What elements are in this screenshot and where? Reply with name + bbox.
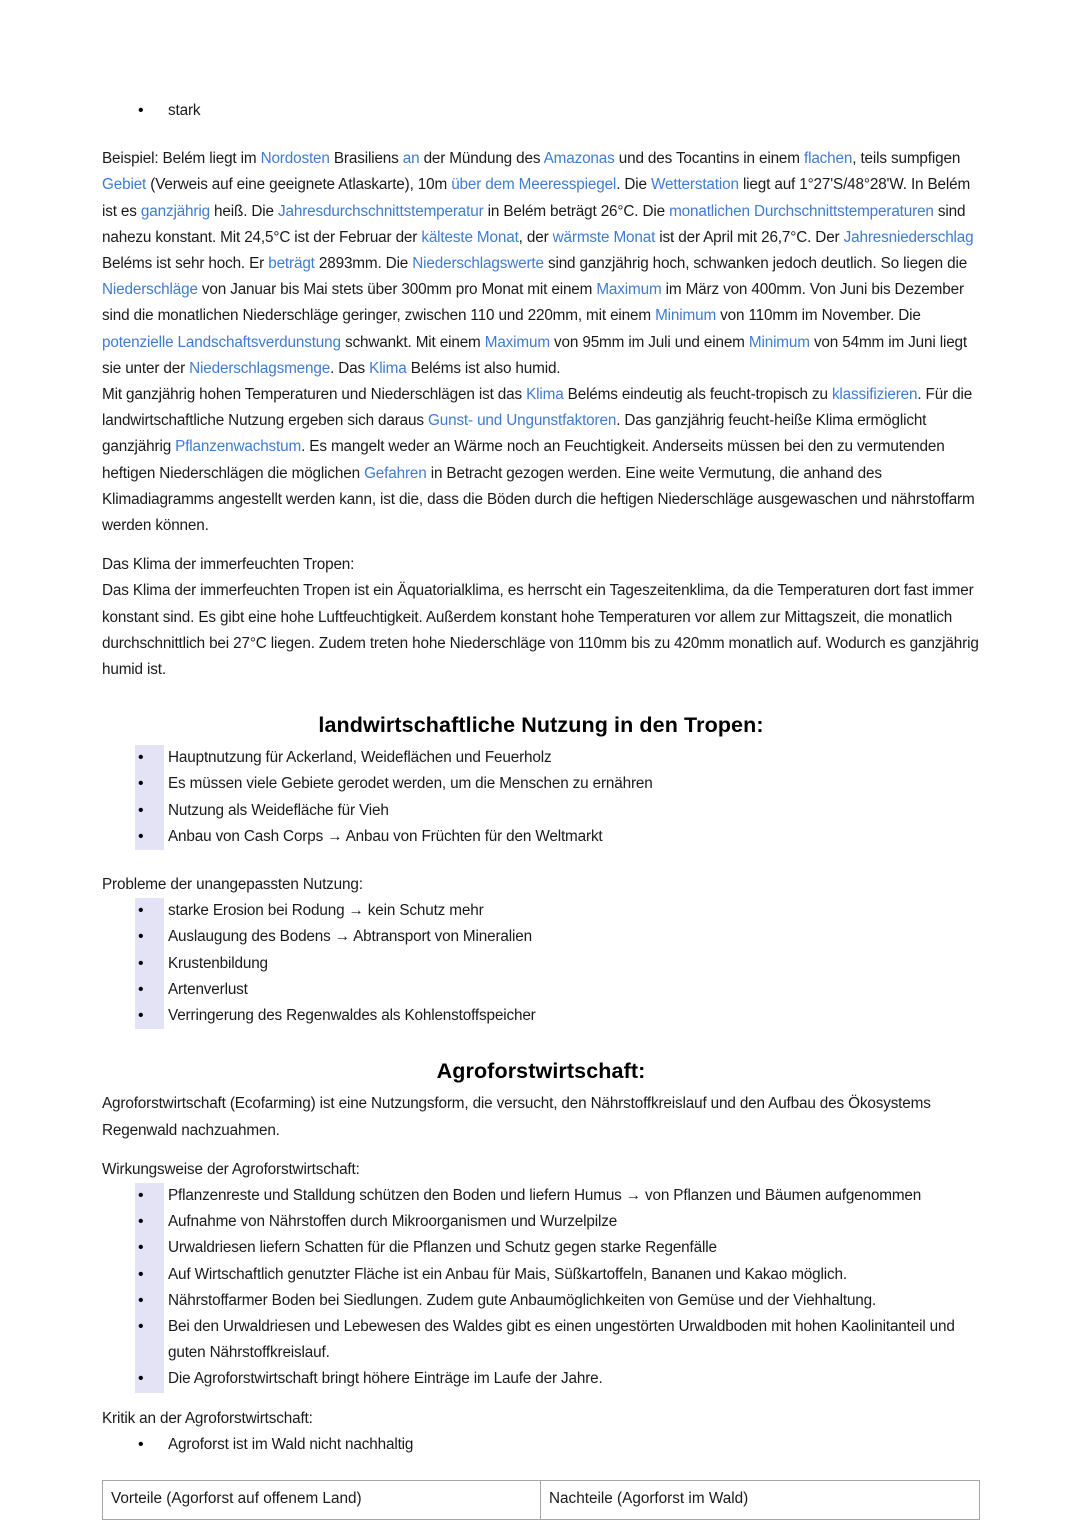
page-title-landwirtschaftliche-nutzung: landwirtschaftliche Nutzung in den Tropen: — [318, 713, 764, 738]
body-text-run: (Verweis auf eine geeignete Atlaskarte), 10m — [146, 176, 452, 194]
classification-paragraph — [102, 382, 980, 539]
list-item: • Die Agroforstwirtschaft bringt höhere Einträge im Laufe der Jahre. — [102, 1366, 980, 1392]
list-item: • Auslaugung des Bodens → Abtransport von Mineralien — [102, 924, 980, 950]
probleme-lead: Probleme der unangepassten Nutzung: — [102, 876, 363, 894]
highlighted-term: Jahresniederschlag — [843, 228, 974, 246]
highlighted-term: Klima — [526, 386, 564, 404]
list-item: • starke Erosion bei Rodung → kein Schutz mehr — [102, 898, 980, 924]
table-header-cell-nachteile: Nachteile (Agorforst im Wald) — [541, 1480, 980, 1519]
body-text-run: , der — [518, 228, 553, 246]
body-text-run: , teils sumpfigen — [852, 150, 961, 168]
body-text-run: sind nahezu konstant. Mit 24,5°C ist der Februar der — [102, 202, 966, 246]
document-body — [102, 98, 980, 1520]
body-text-run: in Betracht gezogen werden. Eine weite Vermutung, die anhand des Klimadiagramms angestellt werden kann, ist die, dass die Böden durch die heftigen Niederschläge ausgewaschen und nährstoffarm werden können. — [102, 464, 975, 535]
list-item: • Verringerung des Regenwaldes als Kohlenstoffspeicher — [102, 1003, 980, 1029]
page-title-agroforstwirtschaft: Agroforstwirtschaft: — [436, 1059, 646, 1084]
list-item: • Auf Wirtschaftlich genutzter Fläche ist ein Anbau für Mais, Süßkartoffeln, Bananen und Kakao möglich. — [102, 1262, 980, 1288]
comparison-table — [102, 1480, 980, 1520]
list-item: • Nährstoffarmer Boden bei Siedlungen. Zudem gute Anbaumöglichkeiten von Gemüse und der Viehhaltung. — [102, 1288, 980, 1314]
list-item: • stark — [102, 98, 980, 124]
highlighted-term: Minimum — [655, 307, 717, 325]
list-item: • Krustenbildung — [102, 951, 980, 977]
highlighted-term: Jahresdurchschnittstemperatur — [277, 202, 484, 220]
body-text-run: 2893mm. Die — [314, 255, 413, 273]
body-text-run: von Januar bis Mai stets über 300mm pro Monat mit einem — [197, 281, 597, 299]
highlighted-term: Wetterstation — [650, 176, 739, 194]
highlighted-term: kälteste Monat — [421, 228, 519, 246]
tropics-climate-lead: Das Klima der immerfeuchten Tropen: — [102, 556, 355, 574]
list-item: • Nutzung als Weidefläche für Vieh — [102, 798, 980, 824]
highlighted-term: Pflanzenwachstum — [175, 438, 302, 456]
highlighted-term: potenzielle Landschaftsverdunstung — [102, 333, 341, 351]
highlighted-term: an — [402, 150, 420, 168]
list-item: • Hauptnutzung für Ackerland, Weideflächen und Feuerholz — [102, 745, 980, 771]
wirkungsweise-bullet-list — [102, 1183, 980, 1393]
list-item: • Agroforst ist im Wald nicht nachhaltig — [102, 1432, 980, 1458]
highlighted-term: Minimum — [748, 333, 810, 351]
body-text-run: Mit ganzjährig hohen Temperaturen und Niederschlägen ist das — [102, 386, 527, 404]
body-text-run: . Das — [330, 359, 370, 377]
highlighted-term: Niederschlagswerte — [412, 255, 544, 273]
highlighted-term: Klima — [369, 359, 407, 377]
body-text-run: ist der April mit 26,7°C. Der — [655, 228, 844, 246]
highlighted-term: Maximum — [484, 333, 550, 351]
body-text-run: Beléms ist also humid. — [406, 359, 561, 377]
body-text-run: . Die — [616, 176, 651, 194]
kritik-bullet-list — [102, 1432, 980, 1458]
nutzung-bullet-list — [102, 745, 980, 850]
list-item: • Bei den Urwaldriesen und Lebewesen des Waldes gibt es einen ungestörten Urwaldboden mit hohen Kaolinitanteil und guten Nährstoffkreislauf. — [102, 1314, 980, 1366]
body-text-run: in Belém beträgt 26°C. Die — [483, 202, 670, 220]
highlighted-term: flachen — [803, 150, 853, 168]
highlighted-term: wärmste Monat — [552, 228, 656, 246]
highlighted-term: Amazonas — [543, 150, 615, 168]
body-text-run: Brasiliens — [329, 150, 403, 168]
body-text-run: schwankt. Mit einem — [340, 333, 485, 351]
list-item: • Artenverlust — [102, 977, 980, 1003]
list-item: • Aufnahme von Nährstoffen durch Mikroorganismen und Wurzelpilze — [102, 1209, 980, 1235]
body-text-run: liegt auf 1°27'S/48°28'W. In Belém ist es — [102, 176, 971, 220]
agroforst-intro-paragraph: Agroforstwirtschaft (Ecofarming) ist eine Nutzungsform, die versucht, den Nährstoffkreislauf und den Aufbau des Ökosystems Regenwald nachzuahmen. — [102, 1095, 931, 1139]
list-item: • Urwaldriesen liefern Schatten für die Pflanzen und Schutz gegen starke Regenfälle — [102, 1235, 980, 1261]
highlighted-term: Niederschläge — [102, 281, 198, 299]
kritik-lead: Kritik an der Agroforstwirtschaft: — [102, 1409, 313, 1427]
highlighted-term: beträgt — [268, 255, 315, 273]
highlighted-term: Nordosten — [260, 150, 330, 168]
highlighted-term: klassifizieren — [831, 386, 918, 404]
body-text-run: . Für die landwirtschaftliche Nutzung ergeben sich daraus — [102, 386, 973, 430]
probleme-bullet-list — [102, 898, 980, 1029]
body-text-run: Beléms eindeutig als feucht-tropisch zu — [563, 386, 832, 404]
body-text-run: . Es mangelt weder an Wärme noch an Feuchtigkeit. Anderseits müssen bei den zu vermutenden heftigen Niederschlägen die möglichen — [102, 438, 945, 482]
highlighted-term: Gunst- und Ungunstfaktoren — [427, 412, 617, 430]
body-text-run: im März von 400mm. Von Juni bis Dezember sind die monatlichen Niederschläge geringer, zwischen 110 und 220mm, mit einem — [102, 281, 964, 325]
list-item: • Es müssen viele Gebiete gerodet werden, um die Menschen zu ernähren — [102, 771, 980, 797]
body-text-run: sind ganzjährig hoch, schwanken jedoch deutlich. So liegen die — [543, 255, 968, 273]
highlighted-term: ganzjährig — [140, 202, 210, 220]
table-header-cell-vorteile: Vorteile (Agorforst auf offenem Land) — [103, 1480, 541, 1519]
highlighted-term: Maximum — [596, 281, 662, 299]
body-text-run: heiß. Die — [209, 202, 278, 220]
body-text-run: und des Tocantins in einem — [614, 150, 804, 168]
body-text-run: . Das ganzjährig feucht-heiße Klima ermöglicht ganzjährig — [102, 412, 927, 456]
highlighted-term: über dem Meeresspiegel — [451, 176, 617, 194]
table-row — [103, 1480, 980, 1519]
top-bullet-list — [102, 98, 980, 124]
highlighted-term: monatlichen Durchschnittstemperaturen — [669, 202, 934, 220]
body-text-run: der Mündung des — [419, 150, 544, 168]
highlighted-term: Niederschlagsmenge — [189, 359, 331, 377]
body-text-run: Beléms ist sehr hoch. Er — [102, 255, 269, 273]
highlighted-term: Gebiet — [102, 176, 147, 194]
highlighted-term: Gefahren — [364, 464, 427, 482]
wirkungsweise-lead: Wirkungsweise der Agroforstwirtschaft: — [102, 1160, 360, 1178]
body-text-run: von 95mm im Juli und einem — [549, 333, 749, 351]
list-item: • Anbau von Cash Corps → Anbau von Früchten für den Weltmarkt — [102, 824, 980, 850]
body-text-run: von 54mm im Juni liegt sie unter der — [102, 333, 968, 377]
body-text-run: von 110mm im November. Die — [716, 307, 921, 325]
example-paragraph — [102, 146, 980, 382]
body-text-run: Beispiel: Belém liegt im — [102, 150, 261, 168]
list-item: • Pflanzenreste und Stalldung schützen den Boden und liefern Humus → von Pflanzen und Bäumen aufgenommen — [102, 1183, 980, 1209]
tropics-climate-body: Das Klima der immerfeuchten Tropen ist ein Äquatorialklima, es herrscht ein Tageszeitenklima, da die Temperaturen dort fast immer konstant sind. Es gibt eine hohe Luftfeuchtigkeit. Außerdem konstant hohe Temperaturen vor allem zur Mittagszeit, die monatlich durchschnittlich bei 27°C liegen. Zudem treten hohe Niederschläge von 110mm bis zu 420mm monatlich auf. Wodurch es ganzjährig humid ist. — [102, 582, 979, 679]
